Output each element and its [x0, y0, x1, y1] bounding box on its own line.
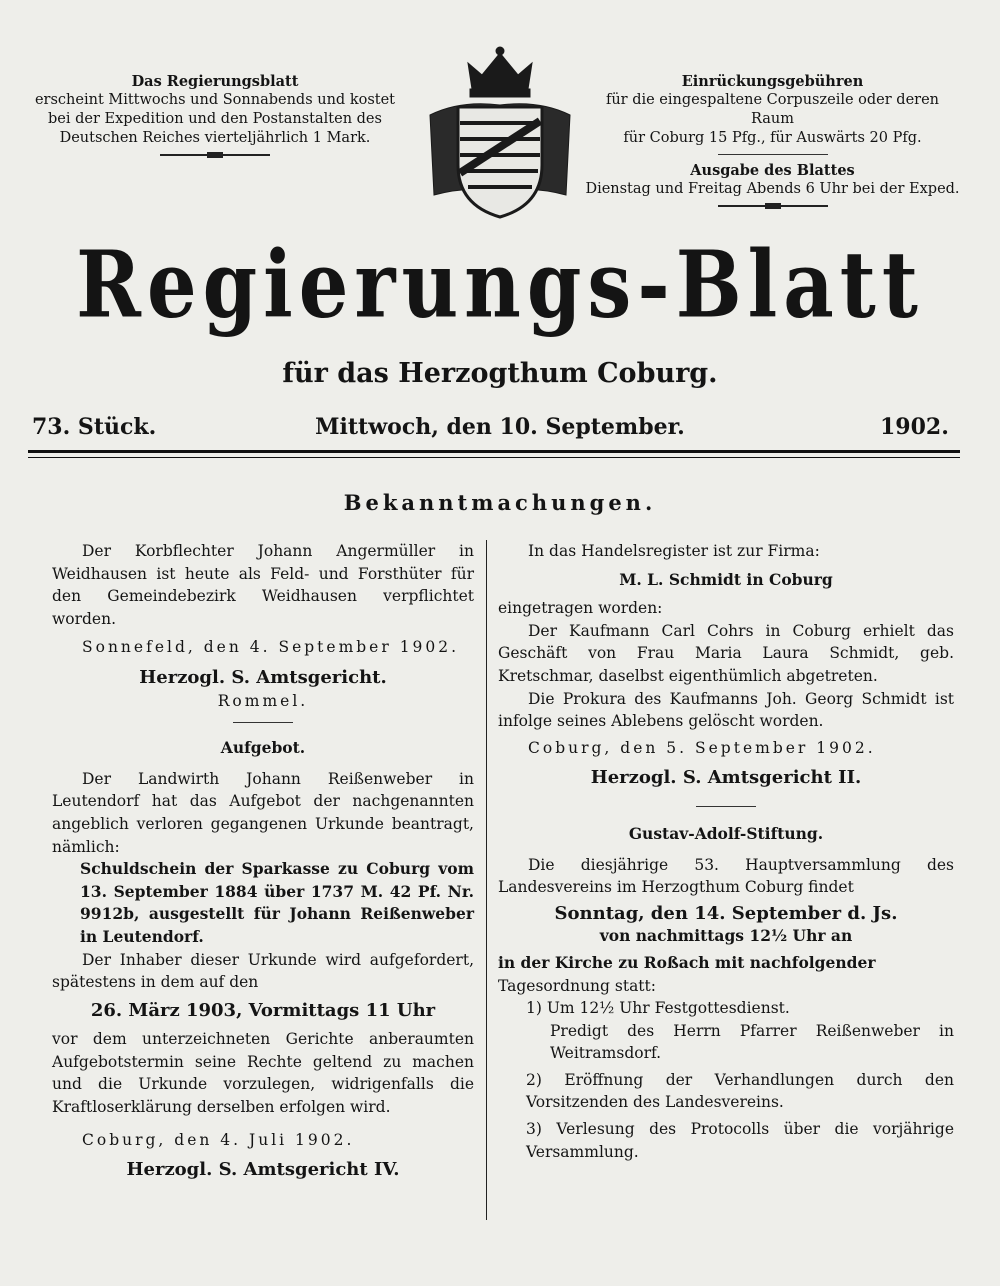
notice4-item1b: Predigt des Herrn Pfarrer Reißenweber in Weitramsdorf. — [550, 1021, 954, 1063]
notice4-heading: Gustav-Adolf-Stiftung. — [628, 823, 824, 843]
header-left-ornament — [160, 154, 270, 156]
notice4-item3: 3) Verlesung des Protocolls über die vorjährige Versammlung. — [526, 1120, 954, 1161]
notice-separator — [696, 806, 756, 807]
notice2-text2: Der Inhaber dieser Urkunde wird aufgefordert, spätestens in dem auf den — [52, 950, 474, 992]
notice4-date-line: Sonntag, den 14. September d. Js. — [554, 902, 898, 924]
issue-year: 1902. — [880, 414, 949, 440]
notice3-text2: Die Prokura des Kaufmanns Joh. Georg Schmidt ist infolge seines Ablebens gelöscht worden. — [498, 689, 954, 731]
header-right — [585, 72, 960, 207]
notice3-firm: M. L. Schmidt in Coburg — [619, 569, 833, 589]
notice1-text: Der Korbflechter Johann Angermüller in Weidhausen ist heute als Feld- und Forsthüter für den Gemeindebezirk Weidhausen verpflichtet worden. — [52, 542, 474, 628]
masthead-title: Regierungs-Blatt — [76, 231, 924, 340]
notice1-authority: Herzogl. S. Amtsgericht. — [139, 666, 387, 688]
masthead-subtitle: für das Herzogthum Coburg. — [282, 358, 718, 389]
notice2-text1: Der Landwirth Johann Reißenweber in Leutendorf hat das Aufgebot der nachgenannten angeblich verloren gegangenen Urkunde beantragt, nämlich: — [52, 769, 474, 856]
header-right-line1: Einrückungsgebühren — [681, 73, 864, 90]
right-column — [498, 540, 954, 1163]
notice3-intro: In das Handelsregister ist zur Firma: — [528, 542, 820, 560]
header-right-line2: für die eingespaltene Corpuszeile oder deren Raum — [605, 92, 940, 127]
notice2-text3: vor dem unterzeichneten Gerichte anberaumten Aufgebotstermin seine Rechte geltend zu machen und die Urkunde vorzulegen, widrigenfalls die Kraftloserklärung derselben erfolgen wird. — [52, 1030, 474, 1117]
crowned-coat-of-arms-icon — [420, 45, 580, 225]
notice2-document: Schuldschein der Sparkasse zu Coburg vom 13. September 1884 über 1737 M. 42 Pf. Nr. 9912b, ausgestellt für Johann Reißenweber in Leutendorf. — [80, 859, 474, 946]
notice4-item1a: 1) Um 12½ Uhr Festgottesdienst. — [526, 999, 790, 1018]
notice4-item2: 2) Eröffnung der Verhandlungen durch den Vorsitzenden des Landesvereins. — [526, 1070, 954, 1112]
notice-separator — [233, 722, 293, 723]
header-left — [20, 72, 410, 156]
notice4-place-line: in der Kirche zu Roßach mit nachfolgender — [498, 952, 876, 972]
issue-rule-thick — [28, 450, 960, 453]
header-right-line3: für Coburg 15 Pfg., für Auswärts 20 Pfg. — [623, 130, 922, 146]
notice2-deadline: 26. März 1903, Vormittags 11 Uhr — [90, 999, 436, 1021]
notice4-text1: Die diesjährige 53. Hauptversammlung des Landesvereins im Herzogthum Coburg findet — [498, 855, 954, 897]
issue-date: Mittwoch, den 10. September. — [315, 414, 685, 440]
header-left-line2: erscheint Mittwochs und Sonnabends und kostet — [34, 92, 396, 108]
notice3-authority: Herzogl. S. Amtsgericht II. — [590, 767, 862, 789]
header-right-ornament — [718, 205, 828, 207]
header-left-line1: Das Regierungsblatt — [131, 73, 299, 90]
header-right-line4: Ausgabe des Blattes — [690, 162, 855, 179]
issue-rule-thin — [28, 457, 960, 458]
notice2-place-date: Coburg, den 4. Juli 1902. — [82, 1130, 355, 1149]
notice4-agenda-intro: Tagesordnung statt: — [498, 976, 656, 995]
header-left-line4: Deutschen Reiches vierteljährlich 1 Mark. — [59, 130, 371, 146]
notice4-time-line: von nachmittags 12½ Uhr an — [599, 926, 853, 946]
header-right-divider — [718, 154, 828, 155]
header-left-line3: bei der Expedition und den Postanstalten des — [48, 111, 382, 127]
issue-number: 73. Stück. — [32, 414, 157, 440]
notice2-authority: Herzogl. S. Amtsgericht IV. — [126, 1159, 400, 1181]
section-heading: Bekanntmachungen. — [343, 490, 657, 515]
left-column — [52, 540, 474, 1182]
column-divider — [486, 540, 487, 1220]
header-right-line5: Dienstag und Freitag Abends 6 Uhr bei der Exped. — [585, 181, 960, 197]
notice2-heading: Aufgebot. — [220, 738, 306, 758]
notice1-place-date: Sonnefeld, den 4. September 1902. — [82, 638, 460, 657]
notice1-signature: Rommel. — [217, 691, 309, 710]
notice3-place-date: Coburg, den 5. September 1902. — [528, 738, 876, 757]
notice3-entered: eingetragen worden: — [498, 599, 663, 618]
notice3-text1: Der Kaufmann Carl Cohrs in Coburg erhielt das Geschäft von Frau Maria Laura Schmidt, geb. Kretschmar, daselbst eigenthümlich abgetreten. — [498, 621, 954, 685]
